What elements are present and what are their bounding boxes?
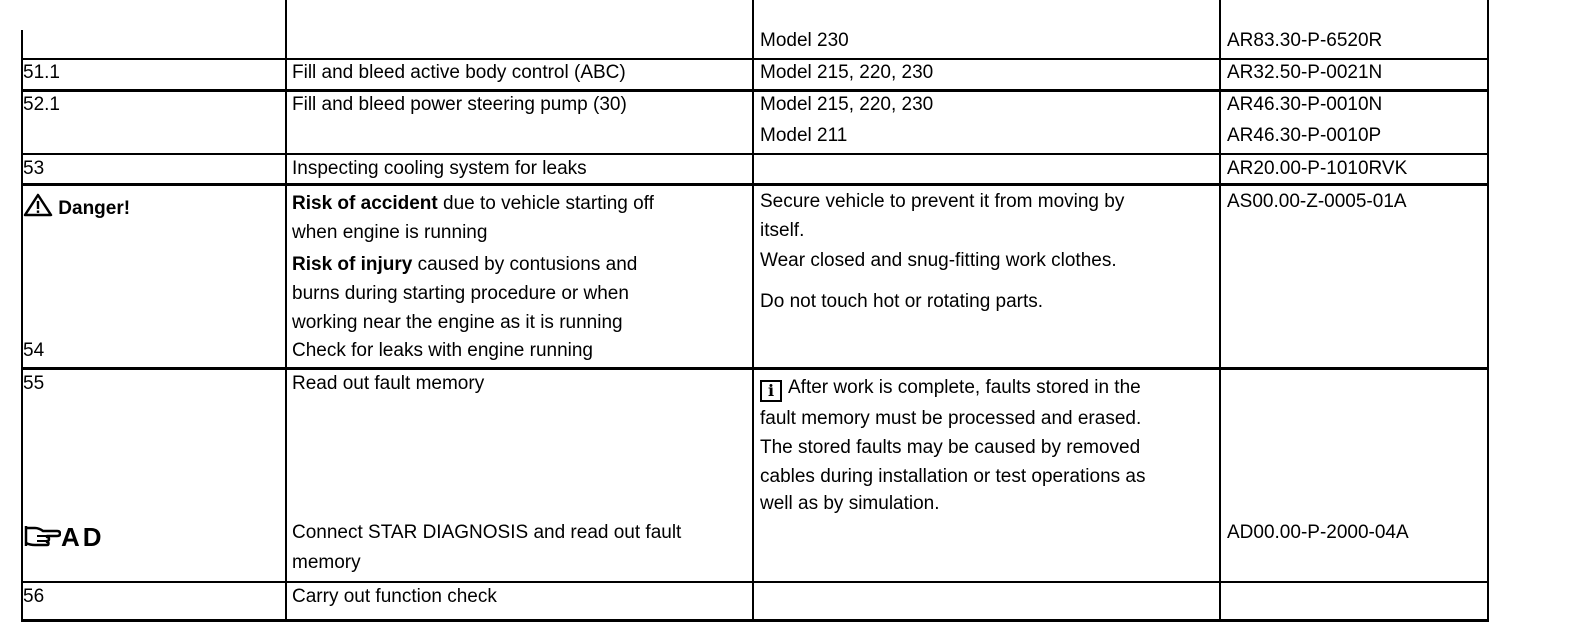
column-divider-2: [752, 0, 754, 622]
info-note-text: fault memory must be processed and erased.: [760, 408, 1142, 429]
warning-triangle-icon: [23, 193, 53, 217]
danger-label: [23, 193, 130, 220]
table-border-right: [1487, 0, 1489, 622]
ad-symbol: [23, 522, 105, 552]
column-divider-3: [1219, 0, 1221, 622]
danger-text: Danger!: [58, 198, 131, 219]
row-divider: [21, 153, 1489, 155]
info-note-text: After work is complete, faults stored in the: [788, 377, 1141, 398]
info-icon: i: [760, 380, 782, 402]
risk-accident-text: due to vehicle starting off: [437, 193, 654, 214]
pointing-hand-icon: [23, 524, 61, 548]
step-number: 53: [23, 158, 45, 179]
row-divider: [21, 58, 1489, 60]
risk-accident-title: Risk of accident: [292, 193, 438, 214]
risk-accident-line: [292, 193, 654, 215]
ad-label: AD: [61, 522, 105, 552]
info-note-text: well as by simulation.: [760, 493, 940, 514]
safety-note: Wear closed and snug-fitting work clothes.: [760, 250, 1117, 271]
task-text: Fill and bleed power steering pump (30): [292, 94, 627, 115]
row-divider: [21, 367, 1489, 370]
info-note-text: cables during installation or test operations as: [760, 466, 1146, 487]
step-number: 56: [23, 586, 45, 607]
task-text: Read out fault memory: [292, 373, 485, 394]
task-text: Connect STAR DIAGNOSIS and read out fault: [292, 522, 682, 543]
step-number: 55: [23, 373, 45, 394]
column-divider-1: [285, 0, 287, 622]
model-cell: Model 215, 220, 230: [760, 62, 934, 83]
safety-note: itself.: [760, 220, 805, 241]
info-note-line: [760, 377, 1141, 402]
row-divider: [21, 619, 1489, 622]
task-text: Check for leaks with engine running: [292, 340, 594, 361]
reference-link[interactable]: AR83.30-P-6520R: [1227, 30, 1383, 51]
step-number: 52.1: [23, 94, 60, 115]
reference-link[interactable]: AR46.30-P-0010N: [1227, 94, 1383, 115]
reference-link[interactable]: AR32.50-P-0021N: [1227, 62, 1383, 83]
model-cell: Model 211: [760, 125, 848, 146]
safety-note: Do not touch hot or rotating parts.: [760, 291, 1044, 312]
risk-injury-line: [292, 254, 637, 276]
reference-link[interactable]: AR20.00-P-1010RVK: [1227, 158, 1408, 179]
reference-link[interactable]: AS00.00-Z-0005-01A: [1227, 191, 1407, 212]
row-divider: [21, 581, 1489, 583]
task-text: Fill and bleed active body control (ABC): [292, 62, 626, 83]
row-divider: [21, 183, 1489, 186]
reference-link[interactable]: AR46.30-P-0010P: [1227, 125, 1382, 146]
risk-injury-text: burns during starting procedure or when: [292, 283, 629, 304]
task-text: Inspecting cooling system for leaks: [292, 158, 587, 179]
reference-link[interactable]: AD00.00-P-2000-04A: [1227, 522, 1409, 543]
task-text: Carry out function check: [292, 586, 497, 607]
task-text: memory: [292, 552, 361, 573]
row-divider: [21, 89, 1489, 92]
model-cell: Model 230: [760, 30, 849, 51]
step-number: 54: [23, 340, 45, 361]
risk-accident-text: when engine is running: [292, 222, 488, 243]
risk-injury-text: caused by contusions and: [412, 254, 638, 275]
model-cell: Model 215, 220, 230: [760, 94, 934, 115]
risk-injury-text: working near the engine as it is running: [292, 312, 623, 333]
risk-injury-title: Risk of injury: [292, 254, 413, 275]
info-note-text: The stored faults may be caused by removed: [760, 437, 1141, 458]
step-number: 51.1: [23, 62, 60, 83]
safety-note: Secure vehicle to prevent it from moving by: [760, 191, 1125, 212]
procedure-table: [21, 0, 1489, 622]
